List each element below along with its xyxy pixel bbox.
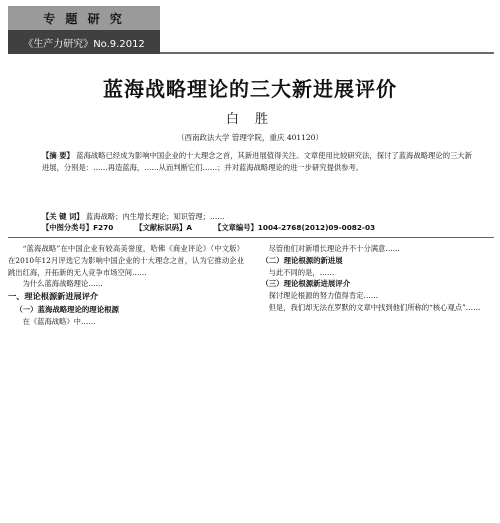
section-heading: 一、理论根源新进展评介 [8, 291, 99, 302]
left-column [8, 243, 244, 328]
right-column [254, 243, 490, 314]
body-paragraph: 为什么蓝海战略理论…… [22, 279, 103, 289]
body-paragraph: “蓝海战略”在中国企业有较高美誉度，哈佛《商业评论》（中文版）在2010年12月评选它为影响中国企业的十大理念之首，认为它推动企业跳出红海，开拓新的无人竞争市场空间…… [8, 244, 244, 277]
document-code: 【文献标识码】A [135, 223, 193, 232]
subsection-heading: （一）蓝海战略理论的理论根源 [15, 304, 119, 314]
body-paragraph: 与此不同的是，…… [268, 267, 335, 277]
keywords-label: 【关 键 词】 [42, 212, 84, 221]
body-paragraph: 但是，我们却无法在罗默的文章中找到他们所称的“核心观点”…… [268, 302, 481, 312]
subsection-heading: （三）理论根源新进展评介 [261, 279, 351, 289]
body-paragraph: 探讨理论根源的努力值得肯定…… [268, 291, 379, 301]
abstract [42, 150, 472, 173]
article-number: 【文章编号】1004-2768(2012)09-0082-03 [214, 223, 376, 232]
keywords-text: 蓝海战略；内生增长理论；知识管理；…… [85, 212, 225, 221]
body-paragraph: 尽管他们对新增长理论并不十分满意…… [268, 244, 400, 253]
abstract-label: 【摘 要】 [42, 151, 74, 160]
article-title: 蓝海战略理论的三大新进展评价 [103, 77, 397, 101]
keywords [42, 211, 472, 222]
body-paragraph: 在《蓝海战略》中…… [22, 316, 96, 326]
clc-number: 【中图分类号】F270 [42, 223, 114, 232]
section-rule [8, 237, 494, 238]
classification-meta [42, 223, 472, 233]
affiliation: （西南政法大学 管理学院，重庆 401120） [177, 133, 323, 142]
column-label: 专 题 研 究 [8, 6, 160, 30]
abstract-text: 蓝海战略已经成为影响中国企业的十大理念之首，其新进展值得关注。文章使用比较研究法，探讨了蓝海战略理论的三大新进展，分别是：……再造蓝海，……从而判断它们……；并对蓝海战略理论的进一步研究提供参考。 [42, 151, 472, 172]
author-name: 白 胜 [225, 112, 275, 127]
header-divider [160, 52, 494, 54]
subsection-heading: （二）理论根源的新进展 [261, 255, 343, 265]
journal-issue: 《生产力研究》No.9.2012 [8, 30, 160, 54]
